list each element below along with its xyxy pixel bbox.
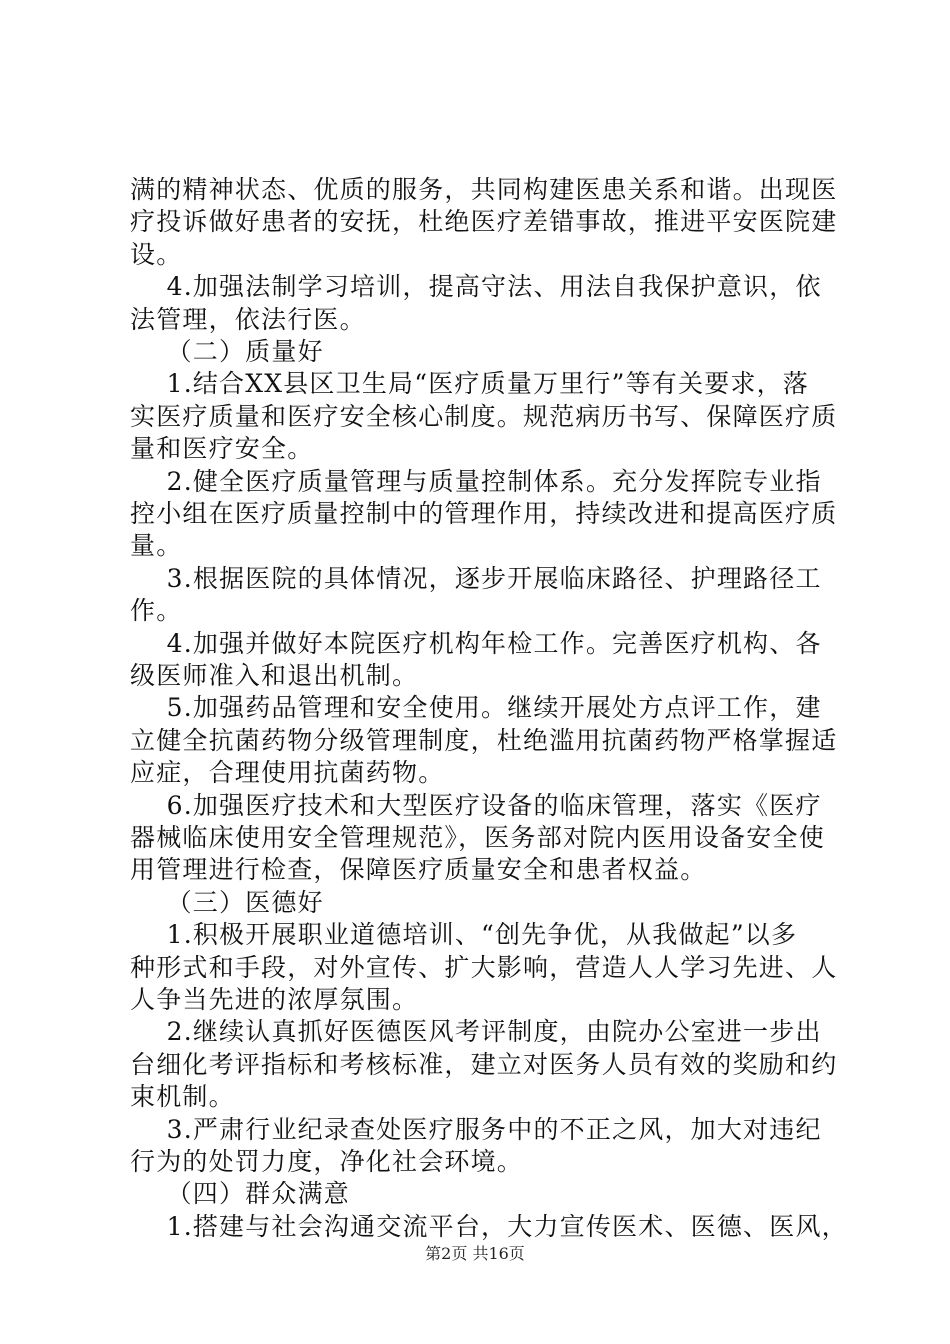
text-line: 6.加强医疗技术和大型医疗设备的临床管理，落实《医疗	[130, 790, 822, 820]
text-line: 台细化考评指标和考核标准，建立对医务人员有效的奖励和约	[130, 1049, 838, 1079]
text-line: 控小组在医疗质量控制中的管理作用，持续改进和提高医疗质	[130, 499, 838, 528]
text-line: 法管理，依法行医。	[130, 304, 366, 334]
text-line: 4.加强法制学习培训，提高守法、用法自我保护意识，依	[130, 272, 822, 302]
text-line: 疗投诉做好患者的安抚，杜绝医疗差错事故，推进平安医院建	[130, 207, 838, 237]
text-line: （四）群众满意	[130, 1179, 350, 1209]
text-line: 4.加强并做好本院医疗机构年检工作。完善医疗机构、各	[130, 628, 822, 658]
text-line: 满的精神状态、优质的服务，共同构建医患关系和谐。出现医	[130, 175, 838, 204]
text-line: 立健全抗菌药物分级管理制度，杜绝滥用抗菌药物严格掌握适	[130, 725, 838, 755]
text-line: 5.加强药品管理和安全使用。继续开展处方点评工作，建	[130, 693, 822, 723]
text-line: 作。	[130, 596, 183, 626]
text-line: 2.继续认真抓好医德医风考评制度，由院办公室进一步出	[130, 1017, 822, 1047]
text-line: （三）医德好	[130, 887, 324, 917]
text-line: 种形式和手段，对外宣传、扩大影响，营造人人学习先进、人	[130, 952, 838, 982]
text-line: 用管理进行检查，保障医疗质量安全和患者权益。	[130, 855, 707, 885]
text-line: 量。	[130, 531, 183, 561]
text-line: 器械临床使用安全管理规范》，医务部对院内医用设备安全使	[130, 823, 825, 852]
text-line: （二）质量好	[130, 337, 324, 366]
text-line: 1.积极开展职业道德培训、“创先争优，从我做起”以多	[130, 920, 798, 950]
text-line: 量和医疗安全。	[130, 434, 314, 464]
text-line: 级医师准入和退出机制。	[130, 661, 419, 690]
text-line: 2.健全医疗质量管理与质量控制体系。充分发挥院专业指	[130, 466, 822, 496]
text-line: 束机制。	[130, 1082, 235, 1112]
text-line: 3.严肃行业纪录查处医疗服务中的不正之风，加大对违纪	[130, 1114, 822, 1144]
text-line: 实医疗质量和医疗安全核心制度。规范病历书写、保障医疗质	[130, 401, 838, 431]
page-footer: 第2页 共16页	[425, 1244, 525, 1263]
text-line: 3.根据医院的具体情况，逐步开展临床路径、护理路径工	[130, 563, 822, 593]
text-line: 人争当先进的浓厚氛围。	[130, 985, 419, 1014]
text-line: 1.结合XX县区卫生局“医疗质量万里行”等有关要求，落	[130, 369, 809, 399]
text-line: 应症，合理使用抗菌药物。	[130, 758, 445, 788]
text-line: 行为的处罚力度，净化社会环境。	[130, 1147, 524, 1176]
text-line: 设。	[130, 239, 183, 269]
text-line: 1.搭建与社会沟通交流平台，大力宣传医术、医德、医风，	[130, 1211, 848, 1241]
